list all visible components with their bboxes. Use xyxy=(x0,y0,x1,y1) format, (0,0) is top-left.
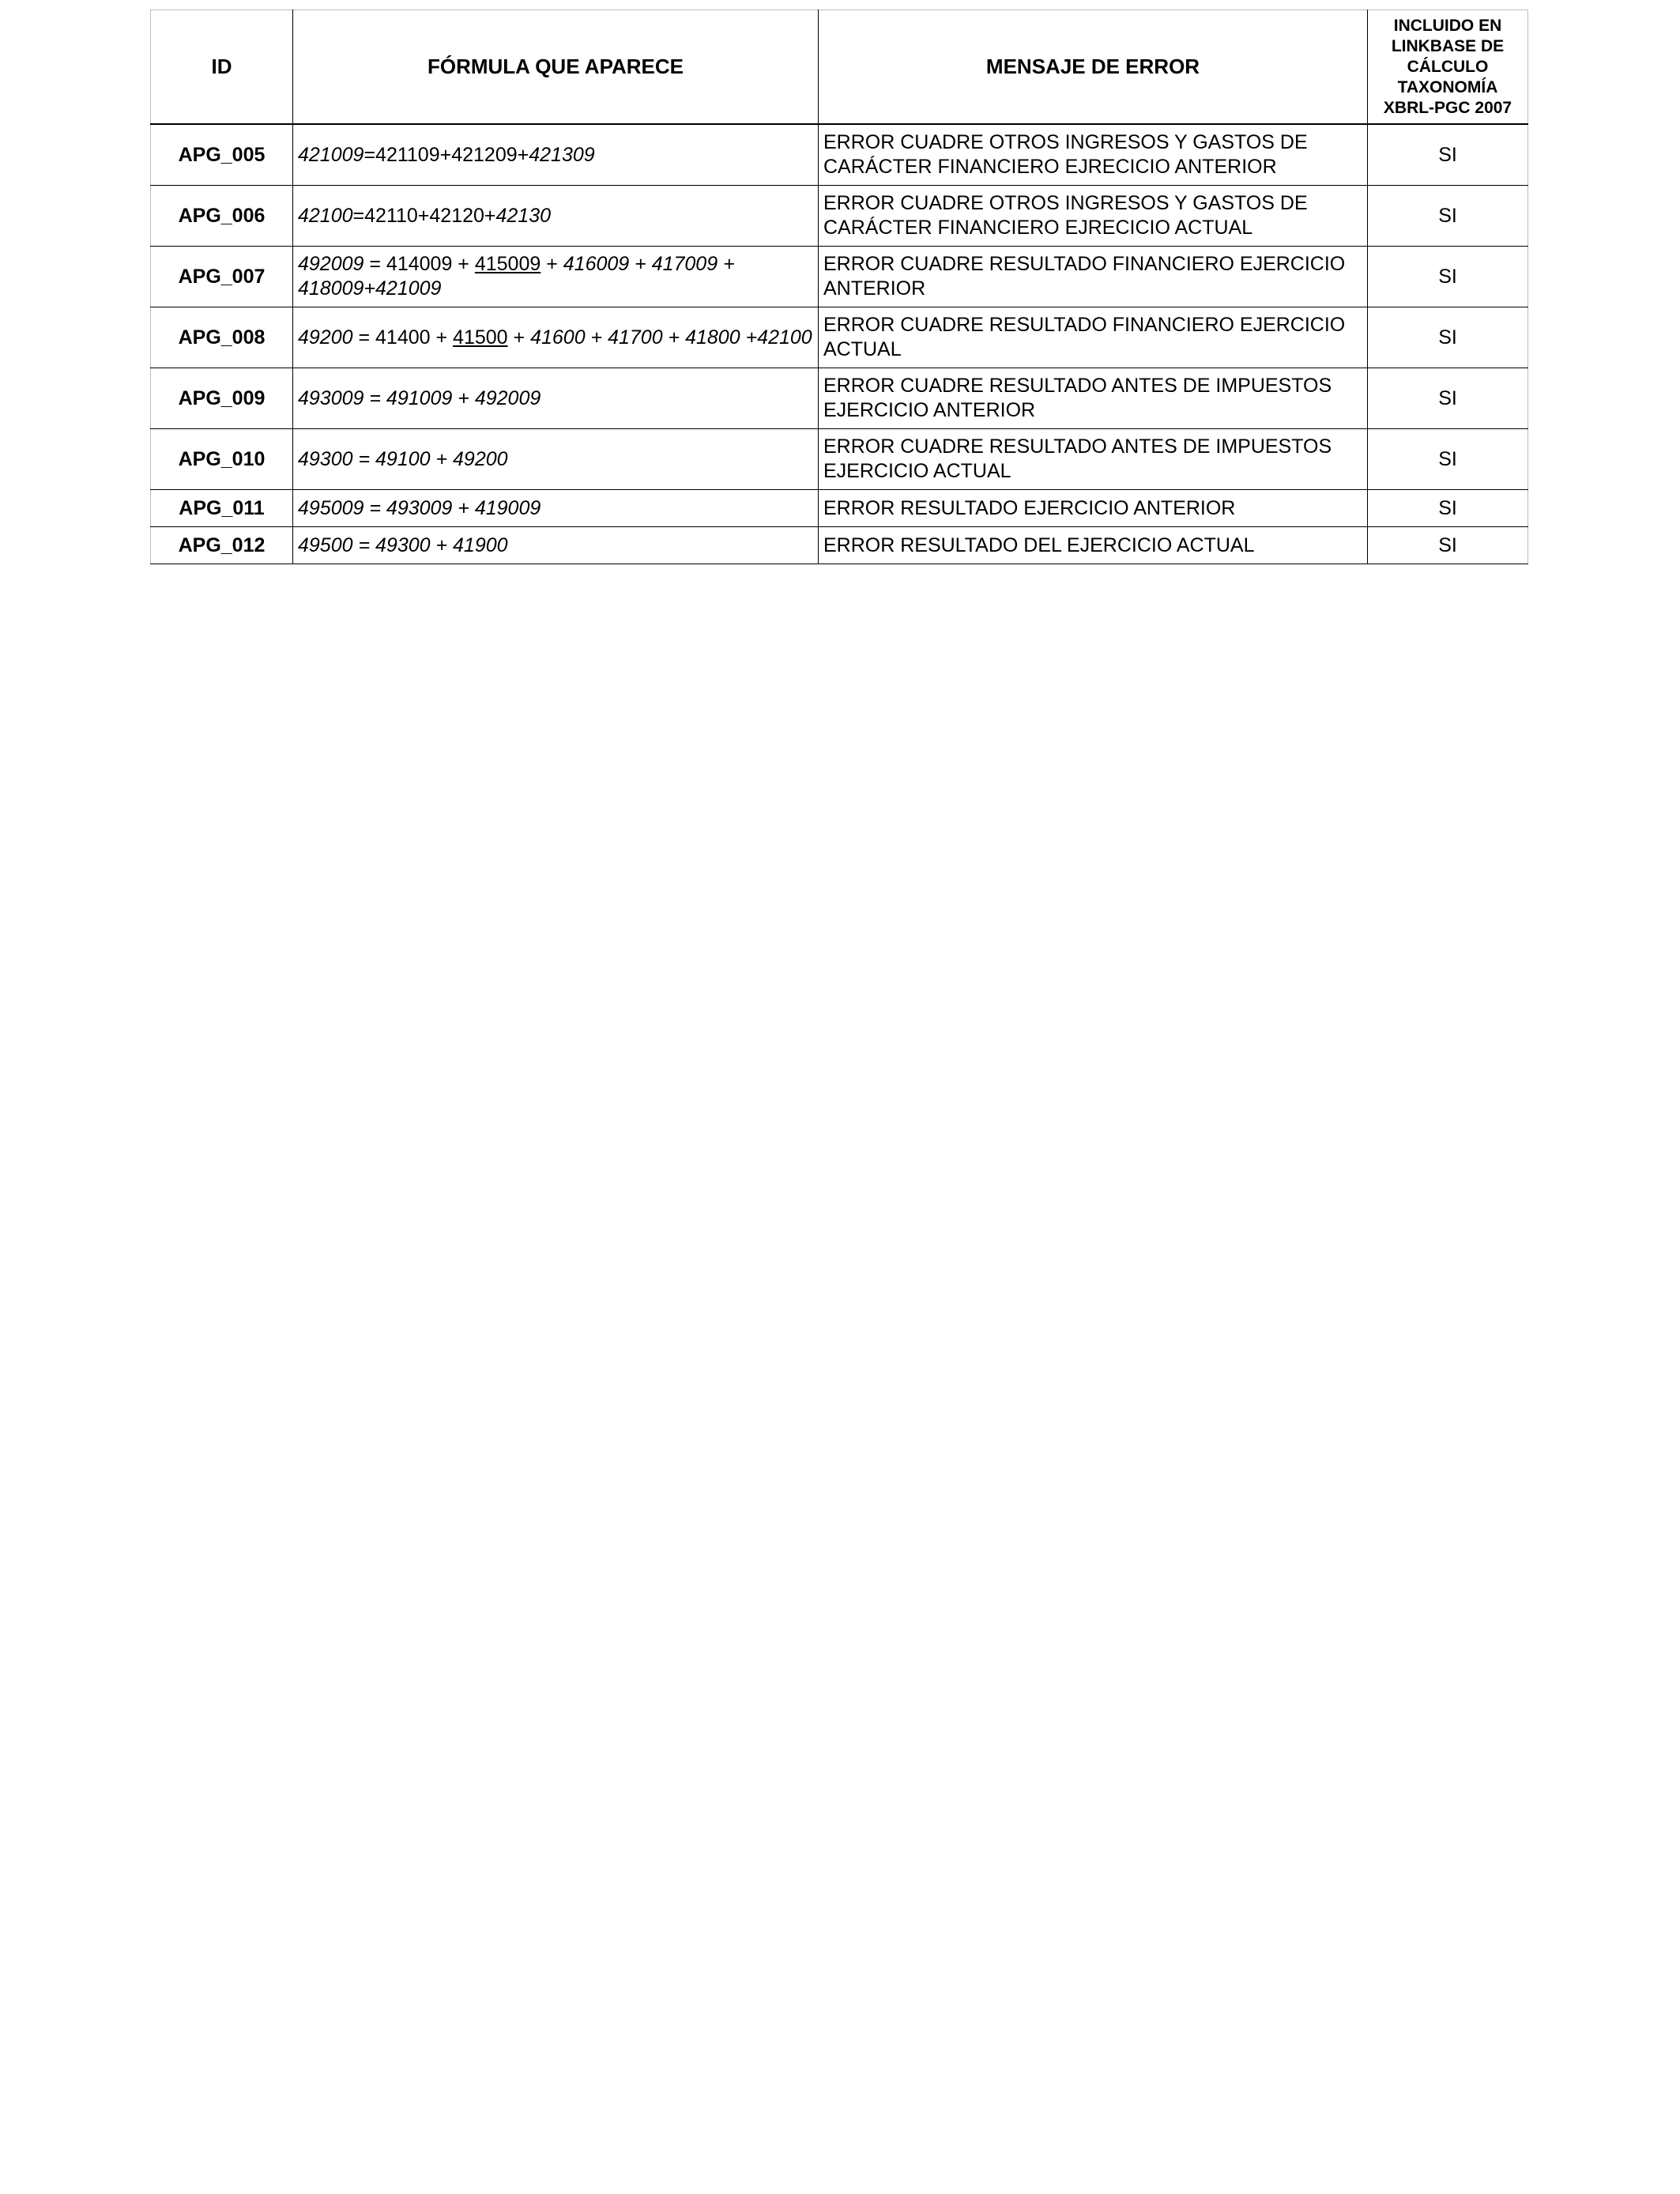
header-included-line: CÁLCULO xyxy=(1407,57,1489,76)
table-row xyxy=(151,429,1528,490)
header-included xyxy=(1368,10,1528,125)
row-id: APG_007 xyxy=(151,247,293,307)
row-included: SI xyxy=(1368,429,1528,490)
row-id: APG_012 xyxy=(151,527,293,564)
formula-part: = 414009 + xyxy=(363,253,475,275)
header-message: MENSAJE DE ERROR xyxy=(819,10,1368,125)
row-formula xyxy=(293,527,819,564)
header-included-line: LINKBASE DE xyxy=(1391,36,1505,55)
formula-part: 421309 xyxy=(529,143,595,166)
row-id: APG_006 xyxy=(151,186,293,247)
row-formula xyxy=(293,429,819,490)
formula-part: 495009 = 493009 + 419009 xyxy=(298,496,541,519)
table-row xyxy=(151,247,1528,307)
formula-part: = 41400 + xyxy=(352,326,454,349)
row-included: SI xyxy=(1368,307,1528,368)
row-formula xyxy=(293,247,819,307)
row-error-message: ERROR CUADRE RESULTADO FINANCIERO EJERCICIO ACTUAL xyxy=(819,307,1368,368)
row-id: APG_008 xyxy=(151,307,293,368)
formula-part: 49500 = 49300 + 41900 xyxy=(298,533,508,556)
table-body xyxy=(151,124,1528,564)
row-formula xyxy=(293,490,819,527)
table-header xyxy=(151,10,1528,125)
header-id: ID xyxy=(151,10,293,125)
formula-part: 415009 xyxy=(474,253,541,275)
formula-part: 416009 + 417009 + 418009+421009 xyxy=(298,253,735,300)
formula-part: + xyxy=(541,253,563,275)
row-id: APG_011 xyxy=(151,490,293,527)
header-row xyxy=(151,10,1528,125)
row-formula xyxy=(293,186,819,247)
row-error-message: ERROR CUADRE OTROS INGRESOS Y GASTOS DE CARÁCTER FINANCIERO EJRECICIO ANTERIOR xyxy=(819,124,1368,186)
row-included: SI xyxy=(1368,368,1528,429)
formula-part: =42110+42120+ xyxy=(352,204,496,227)
row-id: APG_009 xyxy=(151,368,293,429)
validation-rules-table xyxy=(150,9,1528,564)
header-formula: FÓRMULA QUE APARECE xyxy=(293,10,819,125)
row-included: SI xyxy=(1368,527,1528,564)
row-included: SI xyxy=(1368,186,1528,247)
formula-part: 42100 xyxy=(298,204,353,227)
row-error-message: ERROR CUADRE OTROS INGRESOS Y GASTOS DE CARÁCTER FINANCIERO EJRECICIO ACTUAL xyxy=(819,186,1368,247)
table-row xyxy=(151,368,1528,429)
row-error-message: ERROR CUADRE RESULTADO FINANCIERO EJERCICIO ANTERIOR xyxy=(819,247,1368,307)
row-id: APG_005 xyxy=(151,124,293,186)
formula-part: 493009 = 491009 + 492009 xyxy=(298,386,541,409)
table-row xyxy=(151,490,1528,527)
header-included-line: TAXONOMÍA xyxy=(1397,77,1498,96)
table-row xyxy=(151,307,1528,368)
table-row xyxy=(151,186,1528,247)
formula-part: 492009 xyxy=(298,253,364,275)
row-included: SI xyxy=(1368,490,1528,527)
row-formula xyxy=(293,307,819,368)
formula-part: 42130 xyxy=(495,204,552,227)
row-included: SI xyxy=(1368,247,1528,307)
formula-part: + xyxy=(507,326,531,349)
header-included-line: XBRL-PGC 2007 xyxy=(1383,98,1512,117)
formula-part: 41600 + 41700 + 41800 +42100 xyxy=(530,326,812,349)
formula-part: 49200 xyxy=(298,326,353,349)
formula-part: =421109+421209+ xyxy=(363,143,529,166)
table-row xyxy=(151,124,1528,186)
formula-part: 41500 xyxy=(453,326,508,349)
header-included-line: INCLUIDO EN xyxy=(1393,16,1502,35)
row-error-message: ERROR RESULTADO DEL EJERCICIO ACTUAL xyxy=(819,527,1368,564)
row-error-message: ERROR CUADRE RESULTADO ANTES DE IMPUESTOS EJERCICIO ACTUAL xyxy=(819,429,1368,490)
row-error-message: ERROR RESULTADO EJERCICIO ANTERIOR xyxy=(819,490,1368,527)
formula-part: 49300 = 49100 + 49200 xyxy=(298,447,508,470)
row-included: SI xyxy=(1368,124,1528,186)
row-id: APG_010 xyxy=(151,429,293,490)
formula-part: 421009 xyxy=(298,143,364,166)
row-formula xyxy=(293,368,819,429)
row-formula xyxy=(293,124,819,186)
table-row xyxy=(151,527,1528,564)
row-error-message: ERROR CUADRE RESULTADO ANTES DE IMPUESTOS EJERCICIO ANTERIOR xyxy=(819,368,1368,429)
